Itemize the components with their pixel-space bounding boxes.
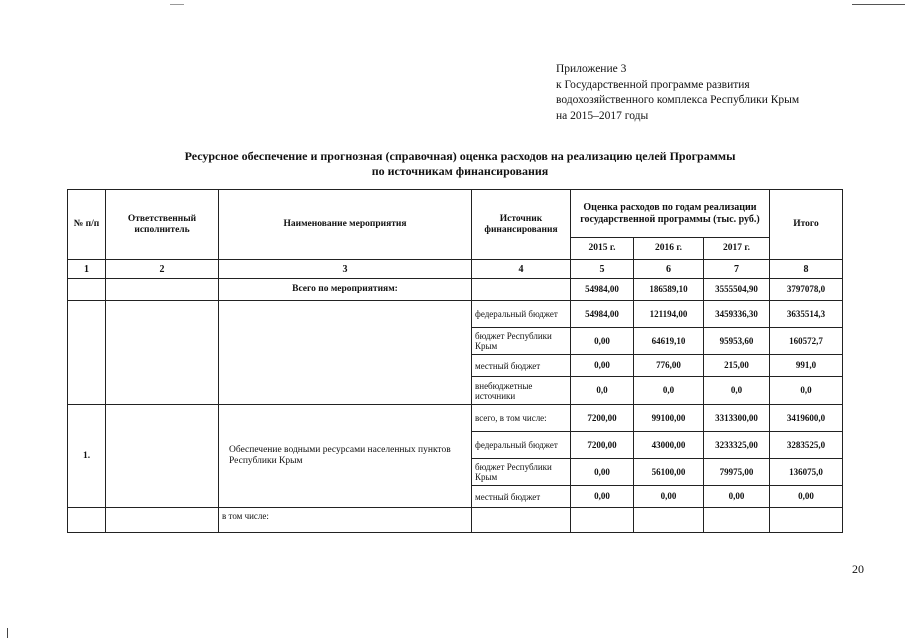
value-cell: 3635514,3 <box>770 301 843 328</box>
value-cell: 0,0 <box>704 377 770 405</box>
value-cell: 56100,00 <box>634 459 704 486</box>
item-number: 1. <box>68 405 106 508</box>
table-row <box>68 279 843 301</box>
value-cell: 99100,00 <box>634 405 704 432</box>
value-cell: 3313300,00 <box>704 405 770 432</box>
value-cell: 121194,00 <box>634 301 704 328</box>
appendix-line: водохозяйственного комплекса Республики Крым <box>556 94 800 106</box>
appendix-line: к Государственной программе развития <box>556 78 750 91</box>
source-cell: федеральный бюджет <box>472 301 571 328</box>
header-activity: Наименование мероприятия <box>219 190 472 260</box>
source-cell: бюджет Республики Крым <box>472 328 571 355</box>
value-cell: 0,00 <box>571 486 634 508</box>
value-cell: 136075,0 <box>770 459 843 486</box>
header-year-2015: 2015 г. <box>571 238 634 260</box>
value-cell: 7200,00 <box>571 405 634 432</box>
header-year-2016: 2016 г. <box>634 238 704 260</box>
value-cell: 3419600,0 <box>770 405 843 432</box>
title-line: Ресурсное обеспечение и прогнозная (справочная) оценка расходов на реализацию целей Программы <box>184 149 736 163</box>
value-cell: 0,0 <box>770 377 843 405</box>
header-source: Источник финансирования <box>472 190 571 260</box>
column-number: 3 <box>219 260 472 279</box>
header-year-2017: 2017 г. <box>704 238 770 260</box>
header-no: № п/п <box>68 190 106 260</box>
column-number: 4 <box>472 260 571 279</box>
table-row <box>68 508 843 533</box>
value-cell: 0,00 <box>770 486 843 508</box>
column-number: 5 <box>571 260 634 279</box>
value-cell: 991,0 <box>770 355 843 377</box>
value-cell: 64619,10 <box>634 328 704 355</box>
appendix-line: Приложение 3 <box>556 63 627 75</box>
value-cell: 0,00 <box>571 328 634 355</box>
source-cell: местный бюджет <box>472 355 571 377</box>
value-cell: 3797078,0 <box>770 279 843 301</box>
value-cell: 0,00 <box>571 459 634 486</box>
column-number: 7 <box>704 260 770 279</box>
appendix-line: на 2015–2017 годы <box>556 109 649 122</box>
source-cell: внебюджетные источники <box>472 377 571 405</box>
budget-table <box>67 189 843 533</box>
scan-edge-mark <box>170 4 184 5</box>
value-cell: 160572,7 <box>770 328 843 355</box>
including-label: в том числе: <box>219 508 472 533</box>
value-cell: 3555504,90 <box>704 279 770 301</box>
value-cell: 43000,00 <box>634 432 704 459</box>
value-cell: 3283525,0 <box>770 432 843 459</box>
value-cell: 54984,00 <box>571 279 634 301</box>
column-number: 8 <box>770 260 843 279</box>
page-number: 20 <box>852 562 864 576</box>
column-number: 1 <box>68 260 106 279</box>
item-activity: Обеспечение водными ресурсами населенных пунктов Республики Крым <box>219 405 472 508</box>
value-cell: 0,00 <box>704 486 770 508</box>
source-cell: федеральный бюджет <box>472 432 571 459</box>
header-row <box>68 190 843 238</box>
header-total: Итого <box>770 190 843 260</box>
value-cell: 3233325,00 <box>704 432 770 459</box>
value-cell: 215,00 <box>704 355 770 377</box>
value-cell: 95953,60 <box>704 328 770 355</box>
title-line: по источникам финансирования <box>371 164 549 178</box>
column-number: 6 <box>634 260 704 279</box>
header-executor: Ответственный исполнитель <box>106 190 219 260</box>
value-cell: 776,00 <box>634 355 704 377</box>
value-cell: 54984,00 <box>571 301 634 328</box>
source-cell: местный бюджет <box>472 486 571 508</box>
value-cell: 0,0 <box>571 377 634 405</box>
appendix-note <box>556 62 799 124</box>
value-cell: 0,00 <box>634 486 704 508</box>
table-row <box>68 405 843 432</box>
source-cell: всего, в том числе: <box>472 405 571 432</box>
scan-edge-mark <box>852 4 905 5</box>
value-cell: 186589,10 <box>634 279 704 301</box>
header-estimate: Оценка расходов по годам реализации государственной программы (тыс. руб.) <box>571 190 770 238</box>
value-cell: 7200,00 <box>571 432 634 459</box>
column-number-row <box>68 260 843 279</box>
document-title <box>90 149 830 179</box>
column-number: 2 <box>106 260 219 279</box>
value-cell: 3459336,30 <box>704 301 770 328</box>
summary-label: Всего по мероприятиям: <box>219 279 472 301</box>
table-row <box>68 301 843 328</box>
scan-edge-mark <box>7 628 8 638</box>
value-cell: 0,00 <box>571 355 634 377</box>
source-cell: бюджет Республики Крым <box>472 459 571 486</box>
value-cell: 79975,00 <box>704 459 770 486</box>
value-cell: 0,0 <box>634 377 704 405</box>
